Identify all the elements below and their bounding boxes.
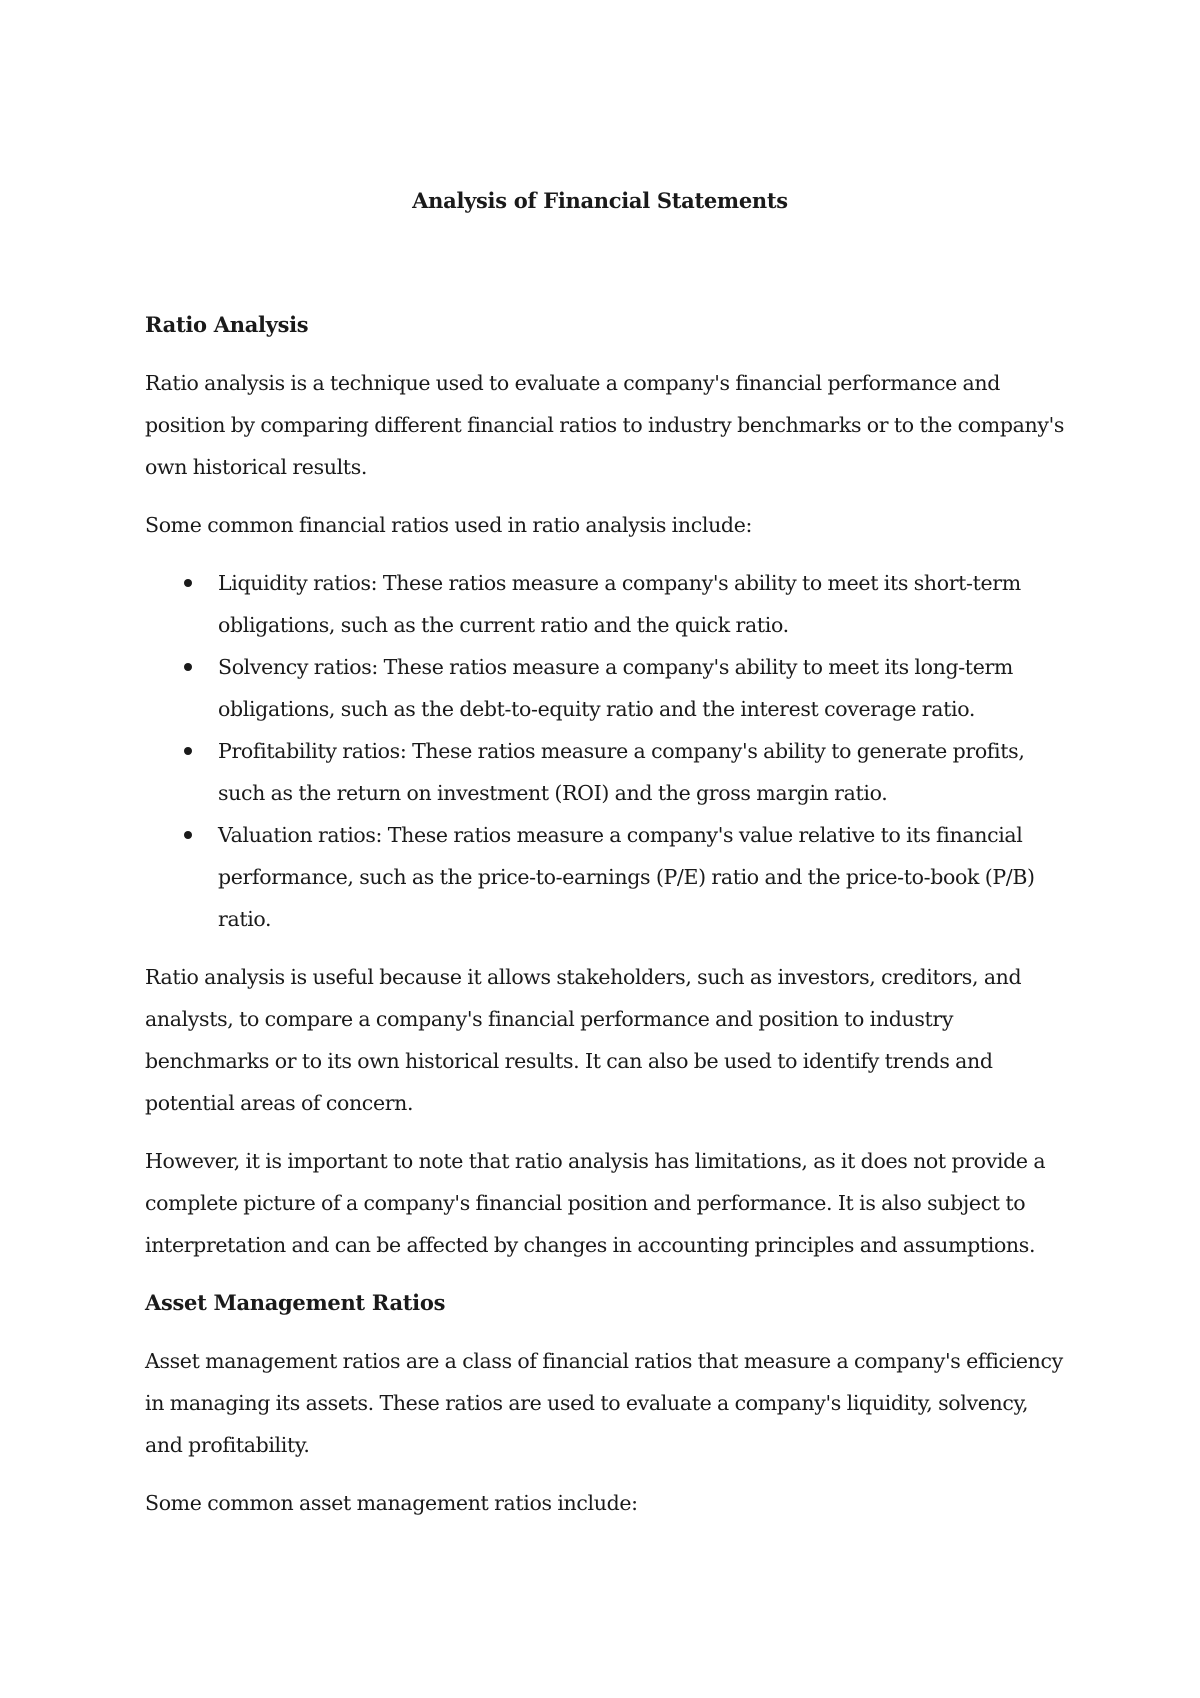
list-item: [145, 730, 1065, 814]
ratio-analysis-intro: Ratio analysis is a technique used to evaluate a company's financial performance and position by comparing different financial ratios to industry benchmarks or to the company's own historical results.: [145, 371, 1065, 479]
section-heading-asset-management-ratios: Asset Management Ratios: [145, 1290, 446, 1315]
list-item-text: Profitability ratios: These ratios measure a company's ability to generate profits, such as the return on investment (ROI) and the gross margin ratio.: [218, 739, 1025, 805]
ratio-analysis-list-intro: Some common financial ratios used in ratio analysis include:: [145, 513, 753, 537]
list-item: [145, 814, 1065, 940]
list-item: [145, 646, 1065, 730]
list-item-text: Valuation ratios: These ratios measure a company's value relative to its financial performance, such as the price-to-earnings (P/E) ratio and the price-to-book (P/B) ratio.: [218, 823, 1035, 931]
list-item-text: Liquidity ratios: These ratios measure a company's ability to meet its short-term obligations, such as the current ratio and the quick ratio.: [218, 571, 1021, 637]
document-title: Analysis of Financial Statements: [412, 188, 788, 213]
ratio-types-list: [145, 562, 1065, 940]
bullet-icon: [184, 747, 192, 755]
section-heading-ratio-analysis: Ratio Analysis: [145, 312, 309, 337]
bullet-icon: [184, 579, 192, 587]
document-body: [145, 304, 1065, 1540]
asset-management-list-intro: Some common asset management ratios include:: [145, 1491, 638, 1515]
bullet-icon: [184, 663, 192, 671]
ratio-analysis-usefulness: Ratio analysis is useful because it allows stakeholders, such as investors, creditors, and analysts, to compare a company's financial performance and position to industry benchmarks or to its own historical results. It can also be used to identify trends and potential areas of concern.: [145, 965, 1022, 1115]
ratio-analysis-limitations: However, it is important to note that ratio analysis has limitations, as it does not provide a complete picture of a company's financial position and performance. It is also subject to interpretation and can be affected by changes in accounting principles and assumptions.: [145, 1149, 1046, 1257]
asset-management-intro: Asset management ratios are a class of financial ratios that measure a company's efficiency in managing its assets. These ratios are used to evaluate a company's liquidity, solvency, and profitability.: [145, 1349, 1063, 1457]
list-item-text: Solvency ratios: These ratios measure a company's ability to meet its long-term obligations, such as the debt-to-equity ratio and the interest coverage ratio.: [218, 655, 1014, 721]
list-item: [145, 562, 1065, 646]
bullet-icon: [184, 831, 192, 839]
